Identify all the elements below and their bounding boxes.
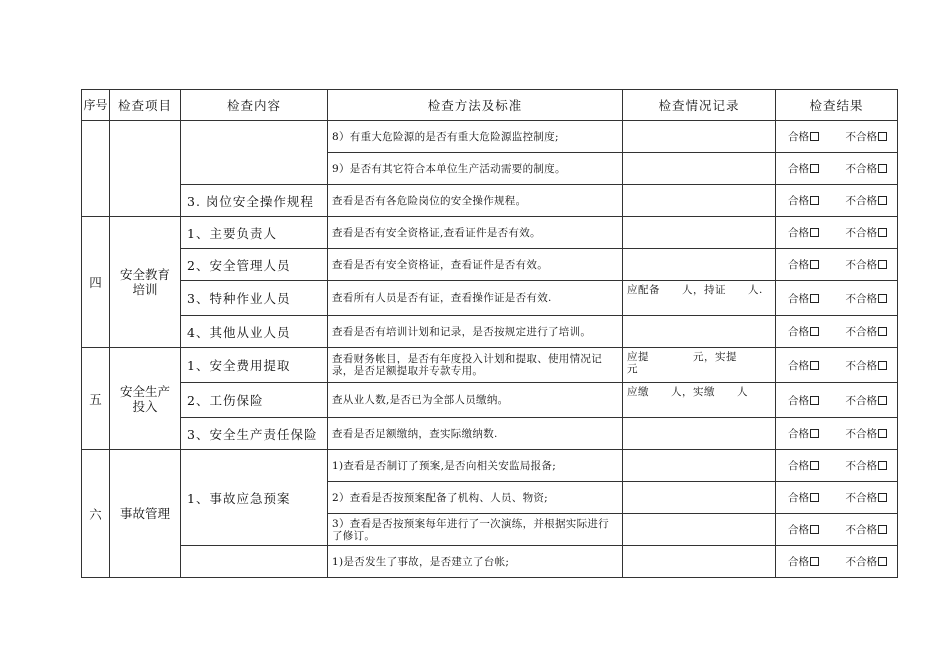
record-cell[interactable] — [623, 316, 776, 348]
fail-option[interactable] — [846, 490, 888, 505]
pass-option[interactable] — [788, 522, 819, 537]
table-row — [82, 185, 898, 217]
fail-label: 不合格 — [845, 259, 877, 271]
content-cell: 2、工伤保险 — [181, 383, 328, 418]
checkbox-icon[interactable] — [810, 396, 819, 405]
fail-label: 不合格 — [845, 292, 877, 305]
checkbox-icon[interactable] — [878, 429, 887, 438]
method-cell: 1)查看是否制订了预案,是否向相关安监局报备; — [328, 450, 623, 482]
method-cell: 查看是否有安全资格证，查看证件是否有效。 — [328, 249, 623, 281]
fail-option[interactable] — [846, 458, 888, 473]
checkbox-icon[interactable] — [810, 525, 819, 534]
checkbox-icon[interactable] — [810, 196, 819, 205]
record-cell[interactable] — [623, 153, 776, 185]
inspection-table — [81, 89, 898, 578]
method-cell: 8）有重大危险源的是否有重大危险源监控制度; — [328, 121, 623, 153]
checkbox-icon[interactable] — [810, 228, 819, 237]
fail-option[interactable] — [846, 291, 888, 306]
fail-option[interactable] — [846, 129, 888, 144]
content-cell — [181, 121, 328, 185]
fail-label: 不合格 — [845, 131, 877, 143]
result-cell — [776, 281, 898, 316]
pass-label: 合格 — [788, 428, 809, 440]
record-cell[interactable]: 应配备 人，持证 人. — [623, 281, 776, 316]
fail-label: 不合格 — [845, 556, 877, 568]
fail-label: 不合格 — [845, 394, 877, 407]
result-cell — [776, 482, 898, 514]
record-line: 应提 元，实提 — [627, 351, 737, 363]
result-cell — [776, 348, 898, 383]
method-cell: 3）查看是否按预案每年进行了一次演练，并根据实际进行了修订。 — [328, 514, 623, 546]
content-cell: 1、主要负责人 — [181, 217, 328, 249]
record-line: 元 — [627, 363, 638, 375]
checkbox-icon[interactable] — [810, 164, 819, 173]
item-cell: 事故管理 — [110, 450, 181, 578]
checkbox-icon[interactable] — [878, 557, 887, 566]
table-row — [82, 418, 898, 450]
item-cell: 安全生产投入 — [110, 348, 181, 450]
fail-option[interactable] — [846, 393, 888, 408]
checkbox-icon[interactable] — [810, 493, 819, 502]
header-record: 检查情况记录 — [623, 90, 776, 121]
fail-option[interactable] — [846, 324, 888, 339]
num-cell: 六 — [82, 450, 110, 578]
result-cell — [776, 546, 898, 578]
content-cell: 1、安全费用提取 — [181, 348, 328, 383]
checkbox-icon[interactable] — [878, 196, 887, 205]
method-cell: 1)是否发生了事故，是否建立了台帐; — [328, 546, 623, 578]
fail-label: 不合格 — [845, 227, 877, 239]
result-cell — [776, 217, 898, 249]
checkbox-icon[interactable] — [878, 396, 887, 405]
pass-label: 合格 — [788, 292, 809, 305]
checkbox-icon[interactable] — [810, 461, 819, 470]
table-row — [82, 121, 898, 153]
record-cell[interactable]: 应缴 人，实缴 人 — [623, 383, 776, 418]
pass-option[interactable] — [788, 426, 819, 441]
content-cell: 3、特种作业人员 — [181, 281, 328, 316]
fail-option[interactable] — [846, 522, 888, 537]
record-cell[interactable] — [623, 185, 776, 217]
fail-label: 不合格 — [845, 163, 877, 175]
record-cell[interactable] — [623, 217, 776, 249]
table-row — [82, 450, 898, 482]
fail-option[interactable] — [846, 554, 888, 569]
item-cell — [110, 121, 181, 217]
result-cell — [776, 185, 898, 217]
record-cell[interactable] — [623, 514, 776, 546]
result-cell — [776, 418, 898, 450]
pass-label: 合格 — [788, 394, 809, 407]
checkbox-icon[interactable] — [878, 525, 887, 534]
pass-option[interactable] — [788, 225, 819, 240]
pass-label: 合格 — [788, 524, 809, 536]
pass-option[interactable] — [788, 129, 819, 144]
fail-option[interactable] — [846, 225, 888, 240]
fail-option[interactable] — [846, 193, 888, 208]
table-row — [82, 217, 898, 249]
pass-option[interactable] — [788, 458, 819, 473]
table-row — [82, 348, 898, 383]
pass-label: 合格 — [788, 492, 809, 504]
pass-option[interactable] — [788, 393, 819, 408]
content-cell: 3、安全生产责任保险 — [181, 418, 328, 450]
header-method: 检查方法及标准 — [328, 90, 623, 121]
header-row — [82, 90, 898, 121]
checkbox-icon[interactable] — [878, 260, 887, 269]
result-cell — [776, 249, 898, 281]
pass-option[interactable] — [788, 193, 819, 208]
fail-label: 不合格 — [845, 460, 877, 472]
checkbox-icon[interactable] — [810, 361, 819, 370]
checkbox-icon[interactable] — [810, 429, 819, 438]
method-cell: 9）是否有其它符合本单位生产活动需要的制度。 — [328, 153, 623, 185]
table-row — [82, 546, 898, 578]
result-cell — [776, 153, 898, 185]
checkbox-icon[interactable] — [810, 294, 819, 303]
method-cell: 查从业人数,是否已为全部人员缴纳。 — [328, 383, 623, 418]
pass-label: 合格 — [788, 163, 809, 175]
checkbox-icon[interactable] — [878, 327, 887, 336]
table-row — [82, 281, 898, 316]
pass-label: 合格 — [788, 131, 809, 143]
method-cell: 查看是否足额缴纳，查实际缴纳数. — [328, 418, 623, 450]
method-cell: 查看所有人员是否有证，查看操作证是否有效. — [328, 281, 623, 316]
pass-label: 合格 — [788, 227, 809, 239]
pass-label: 合格 — [788, 195, 809, 207]
checkbox-icon[interactable] — [878, 228, 887, 237]
table-row — [82, 316, 898, 348]
content-cell: 1、事故应急预案 — [181, 450, 328, 546]
pass-option[interactable] — [788, 358, 819, 373]
item-cell: 安全教育培训 — [110, 217, 181, 348]
pass-option[interactable] — [788, 291, 819, 306]
checkbox-icon[interactable] — [878, 294, 887, 303]
fail-option[interactable] — [846, 161, 888, 176]
content-cell — [181, 546, 328, 578]
checkbox-icon[interactable] — [878, 164, 887, 173]
fail-label: 不合格 — [845, 195, 877, 207]
fail-option[interactable] — [846, 358, 888, 373]
checkbox-icon[interactable] — [810, 260, 819, 269]
header-num: 序号 — [82, 90, 110, 121]
content-cell: 4、其他从业人员 — [181, 316, 328, 348]
fail-label: 不合格 — [845, 524, 877, 536]
fail-label: 不合格 — [845, 359, 877, 372]
pass-option[interactable] — [788, 257, 819, 272]
fail-label: 不合格 — [845, 326, 877, 338]
inspection-sheet — [81, 89, 898, 578]
checkbox-icon[interactable] — [810, 327, 819, 336]
result-cell — [776, 316, 898, 348]
record-cell[interactable] — [623, 418, 776, 450]
fail-option[interactable] — [846, 426, 888, 441]
method-cell: 查看是否有培训计划和记录，是否按规定进行了培训。 — [328, 316, 623, 348]
checkbox-icon[interactable] — [810, 557, 819, 566]
result-cell — [776, 121, 898, 153]
pass-label: 合格 — [788, 326, 809, 338]
fail-option[interactable] — [846, 257, 888, 272]
pass-option[interactable] — [788, 554, 819, 569]
record-cell[interactable] — [623, 450, 776, 482]
record-cell[interactable] — [623, 482, 776, 514]
pass-label: 合格 — [788, 359, 809, 372]
result-cell — [776, 383, 898, 418]
record-cell[interactable] — [623, 348, 776, 383]
record-cell[interactable] — [623, 546, 776, 578]
method-cell: 查看财务帐目，是否有年度投入计划和提取、使用情况记录，是否足额提取并专款专用。 — [328, 348, 623, 383]
fail-label: 不合格 — [845, 492, 877, 504]
checkbox-icon[interactable] — [878, 132, 887, 141]
checkbox-icon[interactable] — [878, 493, 887, 502]
header-result: 检查结果 — [776, 90, 898, 121]
num-cell — [82, 121, 110, 217]
header-item: 检查项目 — [110, 90, 181, 121]
result-cell — [776, 514, 898, 546]
pass-option[interactable] — [788, 161, 819, 176]
pass-label: 合格 — [788, 460, 809, 472]
method-cell: 查看是否有安全资格证,查看证件是否有效。 — [328, 217, 623, 249]
header-content: 检查内容 — [181, 90, 328, 121]
method-cell: 查看是否有各危险岗位的安全操作规程。 — [328, 185, 623, 217]
record-cell[interactable] — [623, 249, 776, 281]
checkbox-icon[interactable] — [878, 461, 887, 470]
pass-option[interactable] — [788, 324, 819, 339]
content-cell: 3. 岗位安全操作规程 — [181, 185, 328, 217]
num-cell: 五 — [82, 348, 110, 450]
result-cell — [776, 450, 898, 482]
checkbox-icon[interactable] — [878, 361, 887, 370]
num-cell: 四 — [82, 217, 110, 348]
pass-label: 合格 — [788, 259, 809, 271]
content-cell: 2、安全管理人员 — [181, 249, 328, 281]
table-row — [82, 383, 898, 418]
checkbox-icon[interactable] — [810, 132, 819, 141]
pass-option[interactable] — [788, 490, 819, 505]
record-cell[interactable] — [623, 121, 776, 153]
fail-label: 不合格 — [845, 428, 877, 440]
pass-label: 合格 — [788, 556, 809, 568]
table-row — [82, 249, 898, 281]
method-cell: 2）查看是否按预案配备了机构、人员、物资; — [328, 482, 623, 514]
